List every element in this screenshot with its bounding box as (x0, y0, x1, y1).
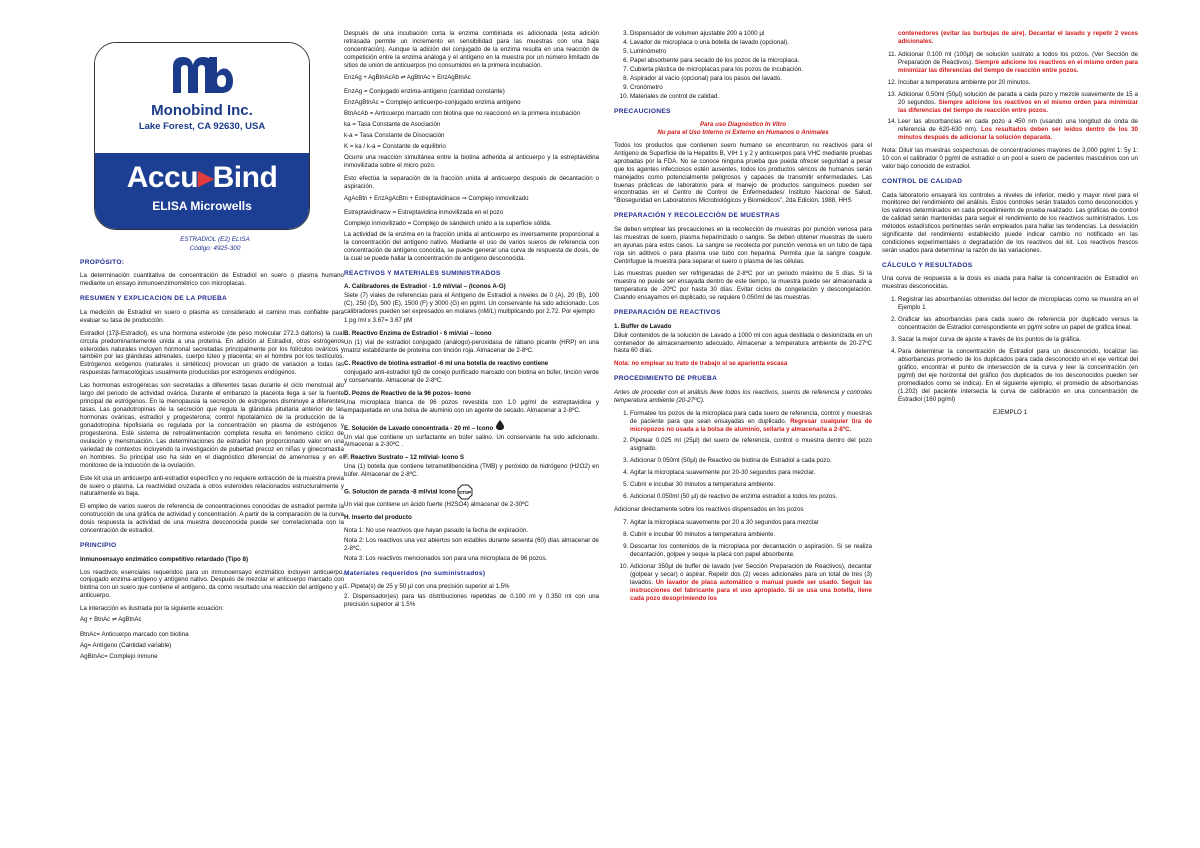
step-warning: Regresar cualquier tira de micropozos no usada a la bolsa de aluminio, sellarla y almacenarla a 2-8ºC. (630, 417, 872, 433)
principle-subtitle: Inmunoensayo enzimático competitivo retardado (Tipo 8) (80, 555, 249, 563)
list-item: 4. Lavador de microplaca o una botella de lavado (opcional). (630, 39, 872, 47)
list-item: 7. Cubierta plástica de microplacas para los pozos de incubación. (630, 66, 872, 74)
column-4 (882, 30, 1138, 422)
definition-2: Ag= Antígeno (Cantidad variable) (80, 641, 172, 649)
procedure-steps-2 (614, 519, 872, 602)
procedure-step: 2. Pipetear 0.025 ml (25µl) del suero de referencia, control o muestra dentro del pozo asignado. (630, 437, 872, 453)
procedure-steps (614, 410, 872, 501)
equation-1: Ag + BtnAc ⇌ AgBtnAc (80, 617, 142, 624)
add-direct-note: Adicionar directamente sobre los reactivos dispensados en los pozos (614, 506, 804, 514)
column-2 (344, 30, 599, 614)
heading-reagents: REACTIVOS Y MATERIALES SUMINISTRADOS (344, 270, 501, 278)
purpose-text: La determinación cuantitativa de concentración de Estradiol en suero o plasma humano mediante un ensayo inmunoenzimométrico con microplacas. (80, 272, 344, 288)
summary-p5: El empleo de varios sueros de referencia de concentraciones conocidas de estradiol permite la construcción de una gráfica de actividad y concentración. A partir de la comparación de la curva dosis respuesta la actividad de una muestra desconocida puede ser correlacionada con la concentración de estradiol. (80, 503, 344, 535)
product-name: ESTRADIOL (E2) ELISA (180, 236, 250, 243)
list-item: 9. Cronómetro (630, 84, 872, 92)
step-warning: Siempre adicione los reactivos en el mismo orden para minimizar las diferencias del tiempo de reacción entre pozos. (898, 98, 1138, 114)
stop-sign-icon (457, 484, 473, 500)
reagent-d-text: Una microplaca blanca de 96 pozos revestida con 1.0 µg/ml de estreptavidina y empaquetada en una bolsa de aluminio con un agente de secado. Almacenar a 2-8ºC. (344, 398, 599, 414)
step-warning: Un lavador de placa automático o manual puede ser usado. Seguir las instrucciones del fabricante para el uso apropiado. Si se usa una botella, llene cada pozo desoprimiendo los (630, 578, 872, 602)
reagent-e-title-text: E. Solución de Lavado concentrada - 20 ml – Icono (344, 424, 494, 432)
heading-purpose: PROPÓSITO: (80, 259, 125, 266)
product-code: Código: 4925-300 (189, 244, 241, 252)
definition-1: BtnAc= Anticuerpo marcado con biotina (80, 630, 189, 638)
procedure-step (630, 410, 872, 434)
brand-part-b: Bind (212, 161, 278, 194)
col2-p4: La actividad de la enzima en la fracción unida al anticuerpo es inversamente proporcional a la concentración del antígeno nativo. Mediante el uso de varios sueros de referencia con concentración de antígeno conocida, se puede generar una curva de respuesta de dosis, de la cual se puede hallar la concentración de antígeno desconocida. (344, 231, 599, 263)
calculation-step: 1. Registrar las absorbancias obtenidas del lector de microplacas como se muestra en el Ejemplo 1 (898, 296, 1138, 312)
col2-p1: Después de una incubación corta la enzima combinada es adicionada (esta adición retrasada permite un incremento en sensibilidad para las muestras con una baja concentración). Aunque la adición del conjugado de la enzima resulta en una reacción de competición entre la enzima análoga y el antígeno en la muestra por un número limitado de sitios de unión de anticuerpos (no consumidos en la primera incubación. (344, 30, 599, 69)
procedure-step: 3. Adicionar 0.050ml (50µl) de Reactivo de biotina de Estradiol a cada pozo. (630, 457, 872, 465)
col2-p3: Esto efectúa la separación de la fracción unida al anticuerpo después de decantación o aspiración. (344, 174, 599, 190)
principle-p1: Los reactivos esenciales requeridos para un inmunoensayo enzimático incluyen anticuerpo, conjugado enzima-antígeno y antígeno nativo. Después de mezclar el anticuerpo marcado con biotina con un suero que contiene el antígeno, da como resultado una reacción del antígeno y el anticuerpo. (80, 568, 344, 600)
procedure-step: 8. Cubrir e incubar 90 minutos a temperatura ambiente. (630, 531, 872, 539)
reagent-f-title: F. Reactivo Sustrato – 12 ml/vial- Icono S (344, 454, 465, 462)
brand-part-a: Accu (126, 161, 199, 194)
list-item: 8. Aspirador al vacío (opcional) para los pasos del lavado. (630, 75, 872, 83)
summary-p3: Las hormonas estrogénicas son secretadas a diferentes tasas durante el ciclo menstrual alo largo del periodo de actividad ovárica. Durante el embarazo la placenta llega a ser la fuente principal de estrógenos. En la menopausia la secreción de estrógenos disminuye a diferentes tasas. Las gonadotropinas de la secreción que regula la glándula pituitaria anterior de las hormonas ováricas, estradiol y progesterona; control hipotalámico de la producción de la gonadotropina hipofisiaria es regulada por la concentración en plasma de estrógenos y progesterona. Este sistema de retroalimentación completa resulta en fenómeno cíclico de ovulación y menstruación. Las determinaciones de estradiol han proporcionado valor en una variedad de contextos incluyendo la investigación de pubertad precoz en niñas y ginecomastia en hombres. Su principal uso ha sido en el diagnóstico diferencial de amenorrea y en el monitoreo de la inducción de la ovulación. (80, 382, 344, 469)
calculation-step: 2. Graficar las absorbancias para cada suero de referencia por duplicado versus la concentración de Estradiol correspondiente en pg/ml sobre un papel de gráfica lineal. (898, 316, 1138, 332)
column-3 (614, 30, 872, 607)
heading-sample-prep: PREPARACIÓN Y RECOLECCIÓN DE MUESTRAS (614, 212, 780, 220)
procedure-step (898, 51, 1138, 75)
step-text: Formatee los pozos de la microplaca para cada suero de referencia, control y muestras de paciente para que sean ensayadas en duplicado. (630, 409, 872, 425)
brand-arrow-icon: ▸ (198, 161, 213, 194)
heading-summary: RESUMEN Y EXPLICACION DE LA PRUEBA (80, 295, 228, 303)
precautions-warning: Para uso Diagnóstico In Vitro No para el Uso Interno ni Externo en Humanos o Animales (657, 120, 829, 136)
calculation-step: 3. Sacar la mejor curva de ajuste a través de los puntos de la gráfica. (898, 336, 1138, 344)
note-1: Nota 1: No use reactivos que hayan pasado la fecha de expiración. (344, 527, 529, 535)
reagent-h-title: H. Inserto del producto (344, 514, 412, 522)
col2-def6: K = ka / k-a = Constante de equilibrio (344, 143, 446, 151)
reagent-d-title: D. Pozos de Reactivo de la 96 pozos- Icono (344, 389, 471, 397)
procedure-step (630, 563, 872, 603)
step-text: Adicionar 0.100 ml (100µl) de solución sustrato a todos los pozos. (Ver Sección de Preparación de Reactivos). (898, 50, 1138, 66)
procedure-step: 6. Adicional 0.050ml (50 µl) de reactivo de enzima estradiol a todos los pozos. (630, 493, 872, 501)
col2-def1: EnzAg = Conjugado enzima-antígeno (cantidad constante) (344, 88, 505, 96)
procedure-step: 12. Incubar a temperatura ambiente por 20 minutos. (898, 79, 1138, 87)
brand-subtitle: ELISA Microwells (152, 199, 252, 214)
wash-buffer-text: Diluir contenidos de la solución de Lavado a 1000 ml con agua destilada o desionizada en un contenedor de almacenamiento adecuado. Almacenar a temperatura ambiente de 20-27ºC hasta 60 días. (614, 331, 872, 355)
list-item: 6. Papel absorbente para secado de los pozos de la microplaca. (630, 57, 872, 65)
heading-quality-control: CONTROL DE CALIDAD (882, 178, 963, 186)
accubind-logo (94, 42, 310, 230)
step-warning: Siempre adicione los reactivos en el mismo orden para minimizar las diferencias del tiempo de reacción entre pozos. (898, 58, 1138, 74)
procedure-step: 9. Descartar los contenidos de la microplaca por decantación o aspiración. Si se realiza decantación, golpee y seque la placa con papel absorbente. (630, 543, 872, 559)
material-2: 2. Dispensador(es) para las distribuciones repetidas de 0.100 ml y 0.350 ml con una precisión superior al 1.5% (344, 593, 599, 609)
continued-warning: contenedores (evitar las burbujas de aire). Decantar el lavado y repetir 2 veces adicionales. (898, 30, 1138, 45)
wash-buffer-title: 1. Buffer de Lavado (614, 322, 672, 330)
reagent-a-example: 1 pg /ml x 3.67= 3.67 pM (344, 317, 413, 325)
list-item: 5. Luminómetro (630, 48, 872, 56)
summary-p4: Este kit usa un anticuerpo anti-estradiol específico y no requiere extracción de la muestra previa de suero o plasma. La reactividad cruzada a otros esteroides relacionados estructuralmente y naturalmente es baja. (80, 474, 344, 498)
col2-def2: EnzAgBtnAc = Complejo anticuerpo-conjugado enzima antígeno (344, 99, 521, 107)
company-location: Lake Forest, CA 92630, USA (138, 121, 266, 132)
procedure-intro: Antes de proceder con el análisis lleve todos los reactivos, sueros de referencia y controles temperatura ambiente (20-27ºC). (614, 388, 872, 404)
list-item: 10. Materiales de control de calidad. (630, 93, 872, 101)
reagent-e-text: Un vial que contiene un surfactante en búfer salino. Un conservante ha sido adicionado. Almacenar a 2-30ºC . (344, 433, 599, 449)
reagent-g-title (344, 484, 599, 500)
reagent-drop-icon (495, 420, 505, 430)
monobind-logo-icon (169, 53, 235, 97)
reagent-a-text: Siete (7) viales de referencias para el Antígeno de Estradiol a niveles de 0 (A), 20 (B), 100 (C), 250 (D), 500 (E), 1500 (F) y 3000 (G) en pg/ml. Un conservante ha sido adicionado. Los calibradores pueden ser expresados en molares (nM/L) multiplicando por 2.72. Por ejemplo (344, 292, 599, 316)
reagent-e-title (344, 420, 599, 433)
precautions-text: Todos los productos que contienen suero humano se encontraron no reactivos para el Antígeno de Superficie de la Hepatitis B, VIH 1 y 2 y anticuerpos para VHC mediante pruebas aprobadas por la FDA. No se conoce ninguna prueba que pueda ofrecer seguridad a pesar que los agentes infecciosos estén ausentes, todos los productos séricos de humanos serán manejados como potencialmente peligrosos y capaces de transmitir enfermedades. Las buenas prácticas de laboratorio para el manejo de productos sanguíneos pueden ser encontradas en el Centro de Control de Enfermedades/ Instituto Nacional de Salud, "Bioseguridad en Laboratorios Microbiológicos y Biomédicos", 2da Edición, 1988, HHS (614, 141, 872, 205)
calculation-text: Una curva de respuesta a la dosis es usada para hallar la concentración de Estradiol en muestras desconocidas. (882, 275, 1138, 291)
reagent-b-title: B. Reactivo Enzima de Estradiol - 6 ml/vial – Icono (344, 330, 492, 338)
list-item: 3. Dispensador de volumen ajustable 200 a 1000 µl (630, 30, 872, 38)
equation-3: AgAcBtn + EnzAgAcBtn + Estreptavidinacw ⇒ Complejo inmovilizado (344, 195, 529, 202)
reagent-a-title: A. Calibradores de Estradiol - 1.0 ml/vial – (Iconos A-G) (344, 283, 506, 291)
reagent-g-title-text: G. Solución de parada -8 ml/vial Icono (344, 488, 456, 496)
brand-name (95, 153, 309, 197)
step-text: Adicionar 350µl de buffer de lavado (ver Sección Preparación de Reactivos), decantar (golpear y secar) o aspirar. Repetir dos (2) veces adicionales para un total de tres (3) lavados. (630, 562, 872, 586)
heading-procedure: PROCEDIMIENTO DE PRUEBA (614, 375, 718, 383)
procedure-step (898, 91, 1138, 115)
heading-reagent-prep: PREPARACIÓN DE REACTIVOS (614, 309, 721, 317)
heading-materials: Materiales requeridos (no suministrados) (344, 569, 486, 577)
note-3: Nota 3: Los reactivos mencionados son para una microplaca de 96 pozos. (344, 554, 548, 562)
sample-p2: Las muestras pueden ser refrigeradas de 2-8ºC por un periodo máximo de 5 días. Si la muestra no puede ser ensayada dentro de este tiempo, la muestra puede ser almacenada a temperatura de -20ºC por hasta 30 días. Evitar ciclos de congelación y descongelación. Cuando ensayamos en duplicado, se requiere 0.050ml de las muestras. (614, 270, 872, 302)
reagent-b-text: Un (1) vial de estradiol conjugado (análogo)-peroxidasa de rábano picante (HRP) en una matriz estabilizante de proteína con tinción roja. Almacenar de 2-8ºC. (344, 339, 599, 355)
principle-p2: La interacción es ilustrada por la siguiente ecuación: (80, 605, 224, 613)
company-name: Monobind Inc. (151, 102, 253, 119)
heading-calculation: CÁLCULO Y RESULTADOS (882, 262, 973, 269)
reagent-c-text: conjugado anti-estradiol IgG de conejo purificado marcado con biotina en búfer, tinción verde y conservante. Almacenar de 2-8ºC. (344, 368, 599, 384)
material-1: 1. Pipeta(s) de 25 y 50 µl con una precisión superior al 1.5% (344, 583, 510, 591)
procedure-steps-3 (882, 51, 1138, 142)
reagent-prep-note: Nota: no emplear su trato de trabajo si se aparienta escasa (614, 360, 788, 368)
step-warning: Los resultados deben ser leídos dentro de los 30 minutos después de adicionar la solución deparada. (898, 126, 1138, 142)
col2-def3: BtnAcAb = Anticuerpo marcado con biotina que no reaccionó en la primera incubación (344, 110, 581, 118)
sample-p1: Se deben emplear las precauciones en la recolección de muestras por punción venosa para las muestras de suero, plasma heparinizado o sangre. Se deben obtener muestras de suero en ayunas para estos casos. La sangre se recolecta por punción venosa en un tubo de tapa roja sin aditivos o para plasma use tubo con heparina. Permita que la sangre coagule. Centrifugue la muestra para separar el suero o plasma de las células. (614, 225, 872, 265)
col2-def5: k-a = Tasa Constante de Disociación (344, 132, 445, 140)
step-text: Leer las absorbancias en cada pozo a 450 nm (usando una longitud de onda de referencia de 620-630 nm). (898, 118, 1138, 134)
reagent-g-text: Un vial que contiene un ácido fuerte (H2SO4) almacenar de 2-30ºC (344, 501, 529, 509)
materials-list (614, 30, 872, 101)
col2-def8: Complejo inmovilizado = Complejo de sándwich unido a la superficie sólida. (344, 220, 552, 228)
svg-text:STOP: STOP (459, 490, 472, 496)
procedure-step: 7. Agitar la microplaca suavemente por 20 a 30 segundos para mezclar (630, 519, 872, 527)
procedure-step (898, 118, 1138, 142)
equation-2: EnzAg + AgBtnAcAb ⇌ AgBtnAc + EnzAgBtnAc (344, 74, 471, 81)
reagent-f-text: Una (1) botella que contiene tetrametilbencidina (TMB) y peróxido de hidrógeno (H2O2) en búfer. Almacenar de 2-8ºC. (344, 463, 599, 479)
heading-principle: PRINCIPIO (80, 542, 117, 550)
summary-p2: Estradiol (17β-Estradiol), es una hormona esteroide (de peso molecular 272.3 daltons) la cual circula predominantemente unida a una proteína. En adición al Estradiol, otros estrógenos esteroides naturales incluyen hormonal secretadas principalmente por los folículos ováricos y también por las glándulas adrenales, cuerpo lúteo y placenta; en el hombre por los testículos. Estrógenos exógenos (naturales o sintéticos) provocan un grado de variación a todas las respuestas farmacológicas usualmente producidas por estrógenos endógenos. (80, 329, 344, 377)
calculation-steps (882, 296, 1138, 403)
definition-3: AgBtnAc= Complejo inmune (80, 652, 158, 660)
step-text: Adicionar 0.50ml (50µl) solución de parada a cada pozo y mezcle suavemente de 15 a 20 segundos. (898, 90, 1138, 106)
col2-def4: ka = Tasa Constante de Asociación (344, 121, 441, 129)
example-label: EJEMPLO 1 (992, 408, 1028, 416)
note-2: Nota 2: Los reactivos una vez abiertos son estables durante sesenta (60) días almacenar de 2-8ºC. (344, 537, 599, 552)
procedure-step: 4. Agitar la microplaca suavemente por 20-30 segundos para mezclar. (630, 469, 872, 477)
reagent-c-title: C. Reactivo de biotina estradiol -6 ml una botella de reactivo contiene (344, 359, 549, 367)
calculation-step: 4. Para determinar la concentración de Estradiol para un desconocido, localizar las absorbancias promedio de los duplicados para cada desconocido en el eje vertical del gráfico, encontrar el punto de intersección de la curva y leer la concentración (en pg/ml) del eje horizontal del gráfico (los duplicados de los desconocidos pueden ser promediados como se indica). En el siguiente ejemplo, el promedio de absorbancias (1.202) del paciente intersecta la curva de calibración en una concentración de Estradiol (160 pg/ml) (898, 348, 1138, 404)
column-1 (80, 252, 344, 666)
dilution-note: Nota: Diluir las muestras sospechosas de concentraciones mayores de 3,000 pg/ml 1: 5y 1: 10 con el calibrador 0 pg/ml de estradiol o un pool e suero de pacientes masculinos con un valor bajo conocido de estradiol. (882, 147, 1138, 171)
col2-p2: Ocurre una reacción simultánea entre la biotina adherida al anticuerpo y la estreptavidina inmovilizada sobre el micro pozo. (344, 153, 599, 169)
procedure-step: 5. Cubrir e incubar 30 minutos a temperatura ambiente. (630, 481, 872, 489)
summary-p1: La medición de Estradiol en suero o plasma es considerado el camino mas confiable para evaluar su tasa de producción. (80, 308, 344, 324)
heading-precautions: PRECAUCIONES (614, 107, 671, 115)
col2-def7: Estreptavidinacw = Estreptavidina inmovilizada en el pozo (344, 209, 504, 217)
quality-control-text: Cada laboratorio ensayará los controles a niveles de inferior, medio y mayor nivel para el monitoreo del rendimiento del análisis. Estos controles serán tratados como desconocidos y los valores determinados en cada procedimiento de prueba realizado. Las gráficas de control de calidad serán mantenidas para seguir el rendimiento de los reactivos suministrados. Los métodos estadísticos pertinentes serán empleados para hallar las tendencias. La desviación significante del rendimiento establecido puede indicar cambio no notificado en las condiciones experimentales o degradación de los reactivos del kit. Los reactivos frescos serán usados para determinar la razón de las variaciones. (882, 191, 1138, 255)
